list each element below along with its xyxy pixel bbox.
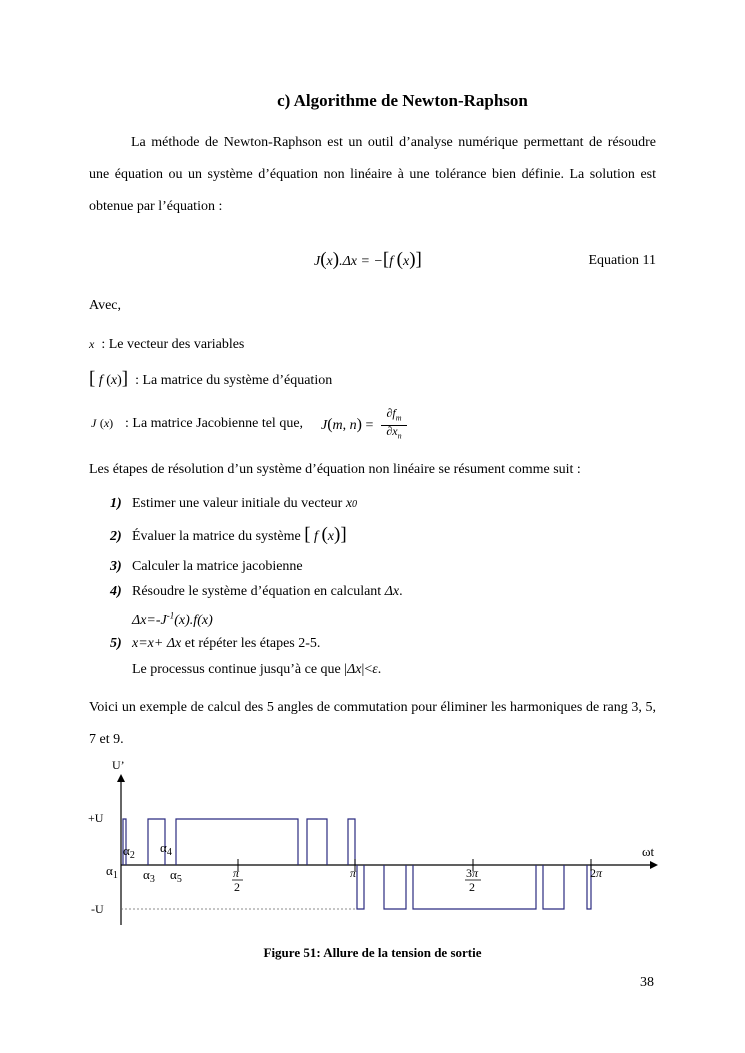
svg-text:2: 2 (234, 880, 240, 894)
plus-u-label: +U (88, 811, 104, 825)
definition-x: x : Le vecteur des variables (89, 337, 245, 352)
figure-caption: Figure 51: Allure de la tension de sortie (263, 945, 482, 960)
tick-2pi: 2π (590, 866, 603, 880)
intro-paragraph: La méthode de Newton-Raphson est un outil d’analyse numérique permettant de résoudre une équation ou un système d’équation non linéaire à une tolérance bien définie. La solution est obtenue par l’équation : (89, 135, 656, 214)
x-axis-label: ωt (642, 844, 655, 859)
alpha-4-label: $\alpha_4$ (160, 840, 172, 858)
alpha-3-label: $\alpha_3$ (143, 867, 155, 885)
step-2: 2) Évaluer la matrice du système [ f (x)] (110, 524, 347, 545)
alpha-5-label: $\alpha_5$ (170, 867, 182, 885)
tick-pi: π (350, 866, 357, 880)
y-axis-arrow (117, 774, 125, 782)
y-axis-label: U’ (112, 758, 125, 772)
step-1: 1) Estimer une valeur initiale du vecteur x0 (110, 496, 358, 511)
output-voltage-figure (80, 755, 680, 935)
waveform-positive (123, 819, 355, 865)
step-4-formula: $\Delta x=-J^{-1}(x).f(x)$ (132, 610, 213, 628)
equation-label: Equation 11 (588, 253, 656, 268)
step-3: 3) Calculer la matrice jacobienne (110, 559, 303, 574)
definition-x-text: : Le vecteur des variables (101, 337, 245, 352)
definition-jx-text: : La matrice Jacobienne tel que, (125, 416, 304, 431)
steps-intro: Les étapes de résolution d’un système d’équation non linéaire se résument comme suit : (89, 462, 581, 477)
definition-jx: J (x) : La matrice Jacobienne tel que, J(m, n) = $\partial f_m$ $\partial x_n$ (89, 408, 489, 442)
step-5-note: Le processus continue jusqu’à ce que |Δx|<ε. (132, 662, 382, 677)
avec-label: Avec, (89, 298, 121, 313)
svg-text:2: 2 (469, 880, 475, 894)
definition-fx: [ f (x)] : La matrice du système d’équation (89, 368, 333, 389)
alpha-2-label: $\alpha_2$ (123, 843, 135, 861)
minus-u-label: -U (91, 902, 104, 916)
step-4: 4) Résoudre le système d’équation en calculant Δx. (110, 584, 403, 599)
tick-pi-over-2: π (233, 866, 240, 880)
alpha-1-label: $\alpha_1$ (106, 863, 118, 881)
equation-11: J(x).Δx = −[f (x)] (314, 249, 422, 270)
x-axis-arrow (650, 861, 658, 869)
page-number: 38 (640, 975, 654, 990)
tick-3pi-over-2: 3π (466, 866, 479, 880)
step-5: 5) x=x+ Δx et répéter les étapes 2-5. (110, 636, 321, 651)
section-title: c) Algorithme de Newton-Raphson (277, 91, 528, 110)
example-paragraph: Voici un exemple de calcul des 5 angles de commutation pour éliminer les harmoniques de rang 3, 5, 7 et 9. (89, 700, 656, 747)
equation-line (89, 249, 656, 273)
definition-fx-text: : La matrice du système d’équation (135, 373, 333, 388)
